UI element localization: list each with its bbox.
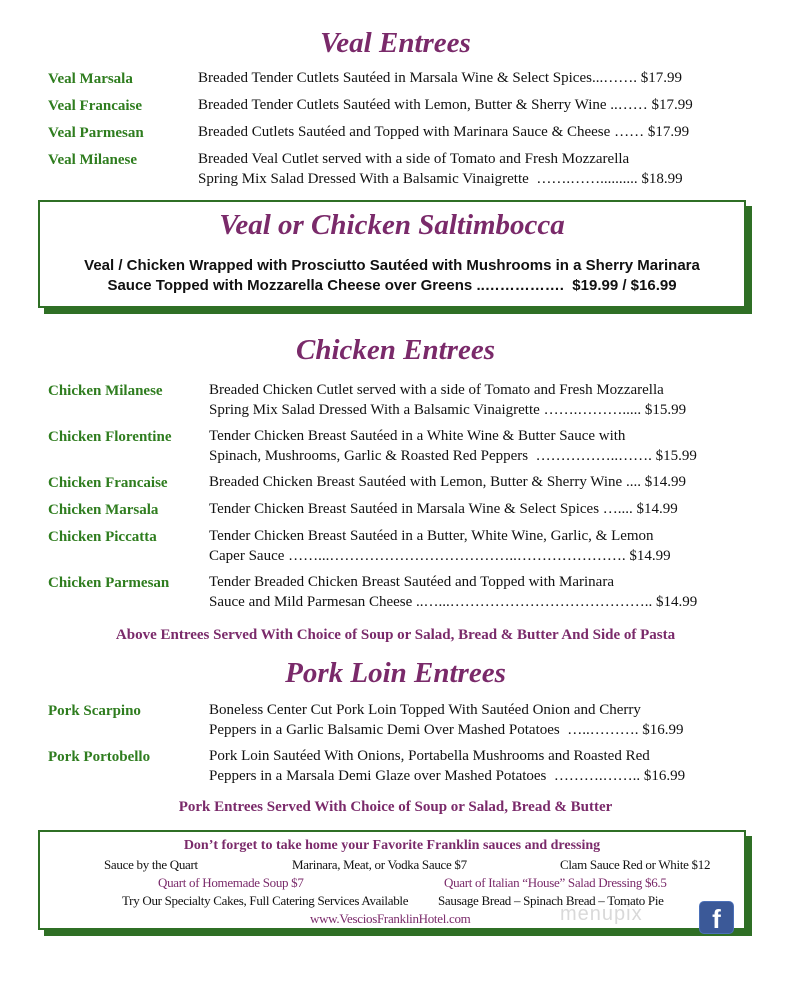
menu-item-price: $17.99 [647,124,690,140]
soup-quart-price: Quart of Homemade Soup $7 [158,875,304,890]
menupix-watermark: menupix [560,903,643,925]
pork-section-title: Pork Loin Entrees [285,657,506,689]
chicken-serving-note: Above Entrees Served With Choice of Soup or Salad, Bread & Butter And Side of Pasta [115,627,676,643]
saltimbocca-box [38,200,746,308]
sauce-by-quart: Sauce by the Quart [104,857,198,872]
menu-item-description: Tender Chicken Breast Sautéed in Marsala Wine & Select Spices ….... $14.99 [209,501,678,517]
breads-pie: Sausage Bread – Spinach Bread – Tomato Pie [438,893,664,908]
menu-item-name: Veal Parmesan [48,125,144,141]
menu-item-name: Pork Scarpino [48,703,141,719]
menu-item-description: Breaded Chicken Cutlet served with a side of Tomato and Fresh Mozzarella Spring Mix Salad Dressed With a Balsamic Vinaigrette …….………..... $15.99 [209,382,687,418]
menu-item-price: $16.99 [643,767,686,784]
menu-item-description: Boneless Center Cut Pork Loin Topped With Sautéed Onion and Cherry Peppers in a Garlic Balsamic Demi Over Mashed Potatoes …..………. $16.99 [209,702,684,738]
menu-item-name: Veal Francaise [48,98,143,114]
menu-item-price: $14.99 [644,474,686,490]
website-link[interactable]: www.VesciosFranklinHotel.com [310,911,471,926]
menu-item-name: Chicken Florentine [48,429,172,445]
menu-item-name: Chicken Parmesan [48,575,170,591]
salad-dressing-price: Quart of Italian “House” Salad Dressing $6.5 [444,875,667,890]
menu-item-price: $16.99 [642,721,684,738]
veal-section-title: Veal Entrees [320,27,471,59]
menu-item-price: $17.99 [651,97,693,113]
menu-item-name: Veal Milanese [48,152,138,168]
menu-item-description: Pork Loin Sautéed With Onions, Portabella Mushrooms and Roasted Red Peppers in a Marsala Demi Glaze over Mashed Potatoes ……….…….. $16.99 [209,748,686,784]
saltimbocca-title: Veal or Chicken Saltimbocca [219,209,565,241]
menu-item-price: $18.99 [641,170,683,187]
menu-item-description: Tender Chicken Breast Sautéed in a Butter, White Wine, Garlic, & Lemon Caper Sauce ……...………………………………..…………………. $14.99 [209,528,671,564]
chicken-section-title: Chicken Entrees [296,334,495,366]
menu-item-description: Breaded Cutlets Sautéed and Topped with Marinara Sauce & Cheese …… $17.99 [198,124,690,140]
menu-item-name: Chicken Piccatta [48,529,157,545]
pork-serving-note: Pork Entrees Served With Choice of Soup or Salad, Bread & Butter [178,799,613,815]
menu-item-price: $15.99 [655,447,697,464]
menu-item-description: Tender Breaded Chicken Breast Sautéed and Topped with Marinara Sauce and Mild Parmesan Cheese ..…...………………………………….. $14.99 [209,574,698,610]
menu-item-description: Breaded Tender Cutlets Sautéed with Lemon, Butter & Sherry Wine ..…… $17.99 [198,97,693,113]
menu-item-description: Tender Chicken Breast Sautéed in a White Wine & Butter Sauce with Spinach, Mushrooms, Garlic & Roasted Red Peppers ……………..……. $15.99 [209,428,697,464]
menu-item-description: Breaded Tender Cutlets Sautéed in Marsala Wine & Select Spices...……. $17.99 [198,70,682,86]
menu-item-price: $15.99 [644,401,687,418]
facebook-icon[interactable]: f [700,902,733,933]
menu-item-description: Breaded Chicken Breast Sautéed with Lemon, Butter & Sherry Wine .... $14.99 [209,474,686,490]
menu-item-name: Pork Portobello [48,749,151,765]
takehome-heading: Don’t forget to take home your Favorite Franklin sauces and dressing [183,838,601,853]
menu-item-name: Veal Marsala [48,71,133,87]
saltimbocca-price: $19.99 / $16.99 [572,277,677,294]
menu-item-name: Chicken Milanese [48,383,163,399]
menu-item-name: Chicken Marsala [48,502,159,518]
menu-item-price: $14.99 [636,501,678,517]
cakes-catering: Try Our Specialty Cakes, Full Catering Services Available [122,893,409,908]
menu-item-price: $14.99 [629,547,671,564]
menu-item-price: $17.99 [640,70,682,86]
menu-item-description: Breaded Veal Cutlet served with a side of Tomato and Fresh Mozzarella Spring Mix Salad Dressed With a Balsamic Vinaigrette …….…….......... $18.99 [198,151,683,187]
clam-sauce-price: Clam Sauce Red or White $12 [560,857,711,872]
saltimbocca-description: Veal / Chicken Wrapped with Prosciutto Sautéed with Mushrooms in a Sherry Marinara Sauce Topped with Mozzarella Cheese over Greens ..……………. $19.99 / $16.99 [84,257,700,294]
menu-item-name: Chicken Francaise [48,475,168,491]
marinara-sauce-price: Marinara, Meat, or Vodka Sauce $7 [292,857,467,872]
menu-item-price: $14.99 [656,593,698,610]
